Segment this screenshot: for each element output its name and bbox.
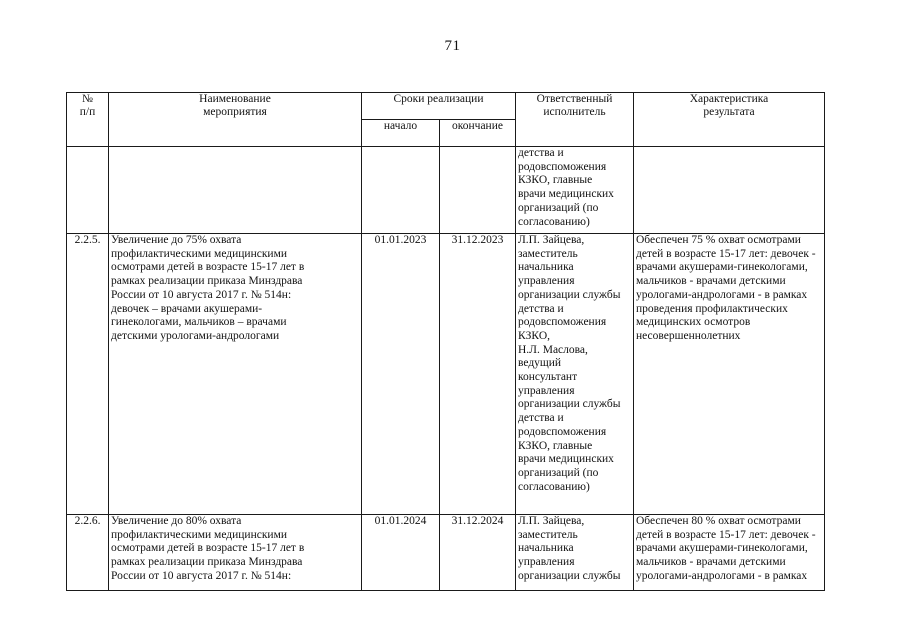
plan-table [66, 92, 825, 591]
row-responsible: Л.П. Зайцева, заместитель начальника управления организации службы [516, 515, 634, 591]
row-name: Увеличение до 75% охвата профилактическими медицинскими осмотрами детей в возрасте 15-17 лет в рамках реализации приказа Минздрава России от 10 августа 2017 г. № 514н: девочек – врачами акушерами- гинекологами, мальчиков – врачами детскими урологами-андрологами [109, 234, 362, 515]
header-responsible: Ответственный исполнитель [516, 93, 634, 147]
row-responsible: Л.П. Зайцева, заместитель начальника управления организации службы детства и родовспоможения КЗКО, Н.Л. Маслова, ведущий консультант управления организации службы детства и родовспоможения КЗКО, главные врачи медицинских организаций (по согласованию) [516, 234, 634, 515]
header-end: окончание [440, 120, 516, 147]
header-num: № п/п [67, 93, 109, 147]
cont-responsible: детства и родовспоможения КЗКО, главные врачи медицинских организаций (по согласованию) [516, 147, 634, 234]
cont-end [440, 147, 516, 234]
header-name: Наименование мероприятия [109, 93, 362, 147]
cont-num [67, 147, 109, 234]
table-row [67, 515, 825, 591]
row-start: 01.01.2024 [362, 515, 440, 591]
row-end: 31.12.2023 [440, 234, 516, 515]
row-start: 01.01.2023 [362, 234, 440, 515]
cont-result [634, 147, 825, 234]
row-name: Увеличение до 80% охвата профилактическими медицинскими осмотрами детей в возрасте 15-17 лет в рамках реализации приказа Минздрава России от 10 августа 2017 г. № 514н: [109, 515, 362, 591]
row-num: 2.2.6. [67, 515, 109, 591]
table-row [67, 234, 825, 515]
cont-start [362, 147, 440, 234]
row-end: 31.12.2024 [440, 515, 516, 591]
table-row-continuation [67, 147, 825, 234]
header-result: Характеристика результата [634, 93, 825, 147]
header-start: начало [362, 120, 440, 147]
row-num: 2.2.5. [67, 234, 109, 515]
row-result: Обеспечен 75 % охват осмотрами детей в возрасте 15-17 лет: девочек - врачами акушерами-гинекологами, мальчиков - врачами детскими урологами-андрологами - в рамках проведения профилактических медицинских осмотров несовершеннолетних [634, 234, 825, 515]
table-header-row [67, 93, 825, 120]
page-number: 71 [444, 38, 461, 54]
row-result: Обеспечен 80 % охват осмотрами детей в возрасте 15-17 лет: девочек - врачами акушерами-гинекологами, мальчиков - врачами детскими урологами-андрологами - в рамках [634, 515, 825, 591]
cont-name [109, 147, 362, 234]
header-dates: Сроки реализации [362, 93, 516, 120]
